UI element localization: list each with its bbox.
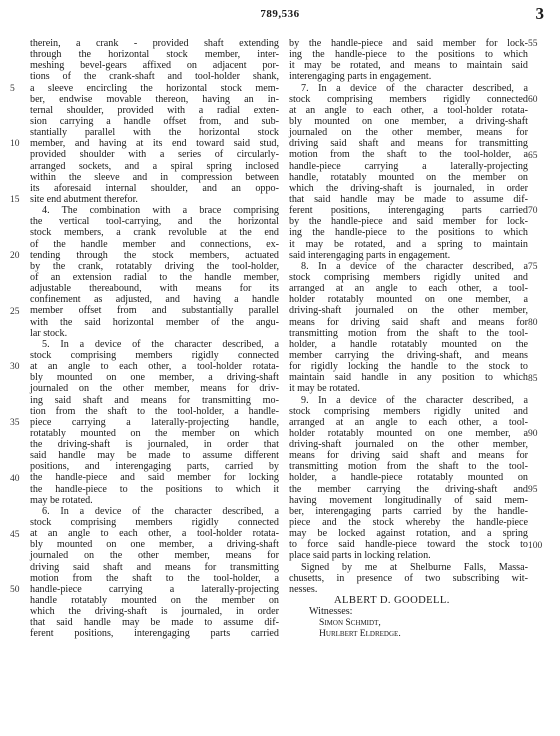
text-line: Witnesses: [309, 606, 353, 618]
text-line: it may be rotated, and a spring to maintain [289, 238, 528, 250]
text-line: maintain said handle in any position to which [289, 372, 528, 384]
text-line: lar stock. [30, 327, 68, 339]
text-line: rotatably mounted on the member on which [30, 427, 279, 439]
text-line: journaled on the other member, means for [289, 127, 528, 139]
text-line: within the sleeve and in compression between [30, 171, 279, 183]
text-line: member offset from and substantially parallel [30, 305, 279, 317]
text-line: means for driving said shaft and means for [289, 316, 528, 328]
text-line: motion from the shaft to the tool-holder, a [30, 572, 279, 584]
line-number: 85 [528, 373, 538, 384]
line-number: 30 [10, 362, 20, 373]
text-line: arranged at an angle to each other, a tool- [289, 416, 528, 428]
text-line: that said handle may be made to assume dif- [289, 193, 528, 205]
text-line: holder rotatably mounted on one member, a [289, 294, 528, 306]
sheet-number: 3 [535, 4, 544, 23]
text-line: with the said horizontal member of the angu- [30, 316, 279, 328]
text-line: 7. In a device of the character described, a [301, 82, 528, 94]
text-line: said handle may be made to assume different [30, 450, 279, 462]
text-line: 4. The combination with a brace comprising [42, 205, 279, 217]
text-line: driving-shaft journaled on the other member, [289, 439, 528, 451]
text-line: ALBERT D. GOODELL. [334, 595, 450, 607]
text-line: which the driving-shaft is journaled, in order [289, 182, 528, 194]
text-line: journaled on the other member, means for [30, 550, 279, 562]
text-line: site end abutment therefor. [30, 193, 138, 205]
text-line: the handle-piece to the positions to which it [30, 483, 279, 495]
text-line: for rigidly locking the handle to the stock to [289, 361, 528, 373]
text-line: confinement as adjusted, and having a handle [30, 294, 279, 306]
line-number: 20 [10, 250, 20, 261]
text-line: to force said handle-piece toward the stock to [289, 539, 528, 551]
text-line: holder, a handle-piece rotatably mounted on [289, 472, 528, 484]
text-line: tions of the crank-shaft and tool-holder shank, [30, 71, 279, 83]
text-line: interengaging parts in engagement. [289, 71, 432, 83]
text-line: therein, a crank - provided shaft extending [30, 38, 279, 49]
patent-number: 789,536 [260, 8, 300, 20]
line-number: 45 [10, 529, 20, 540]
text-line: holder rotatably mounted on one member, a [289, 427, 528, 439]
text-line: chusetts, in presence of two subscribing wit- [289, 572, 528, 584]
text-line: which the driving-shaft is journaled, in order [30, 606, 279, 618]
text-line: member, and having at its end toward said stud, [30, 138, 279, 150]
text-line: journaled on the other member, means for driv- [30, 383, 279, 395]
text-line: said interengaging parts in engagement. [289, 249, 451, 261]
text-line: its aforesaid internal shoulder, and an oppo- [30, 182, 279, 194]
line-number: 60 [528, 94, 538, 105]
line-number: 80 [528, 317, 538, 328]
text-line: that said handle may be made to assume dif- [30, 617, 279, 629]
line-number: 15 [10, 195, 20, 206]
text-line: ber, endwise movable thereon, having an in- [30, 93, 279, 105]
text-line: ber, interengaging parts carried by the handle- [289, 505, 528, 517]
text-line: arranged at an angle to each other, a tool- [289, 283, 528, 295]
text-line: may be rotated. [30, 494, 93, 506]
text-line: piece carrying a laterally-projecting handle, [30, 416, 279, 428]
text-line: ing the handle-piece to the positions to which [289, 227, 528, 239]
line-number: 35 [10, 418, 20, 429]
text-line: handle, rotatably mounted on the member on [289, 171, 528, 183]
text-line: driving said shaft and means for transmitting [289, 138, 528, 150]
text-line: stock comprising members rigidly united and [289, 405, 528, 417]
line-number: 75 [528, 262, 538, 272]
text-line: driving said shaft and means for transmitting [30, 561, 279, 573]
text-line: having movement longitudinally of said mem- [289, 494, 528, 506]
text-line: ternal shoulder, provided with a radial exten- [30, 104, 279, 116]
text-line: the vertical tool-carrying, and the horizontal [30, 216, 279, 228]
text-line: handle-piece carrying a laterally-projecting [289, 160, 528, 172]
text-line: Simon Schmidt, [319, 617, 381, 629]
text-line: a sleeve encircling the horizontal stock mem- [30, 82, 279, 94]
line-number: 5 [10, 83, 15, 94]
text-line: of an extension radial to the handle member, [30, 271, 279, 283]
text-line: through the horizontal stock member, inter- [30, 49, 279, 61]
text-line: at an angle to each other, a tool-holder rotata- [289, 104, 528, 116]
line-number: 55 [528, 39, 538, 49]
text-line: by the crank, rotatably driving the tool-holder, [30, 260, 279, 272]
right-text-column [289, 38, 528, 640]
text-line: stock members, a crank revoluble at the end [30, 227, 279, 239]
text-line: nesses. [289, 583, 318, 595]
line-number: 50 [10, 585, 20, 596]
text-line: member carrying the driving-shaft, and means [289, 349, 528, 361]
text-line: 5. In a device of the character described, a [42, 338, 279, 350]
text-line: bly mounted on one member, a driving-shaft [30, 539, 279, 551]
text-line: holder, a handle rotatably mounted on the [289, 338, 528, 350]
text-line: may be locked against rotation, and a spring [289, 528, 528, 540]
line-number: 40 [10, 473, 20, 484]
text-line: the driving-shaft is journaled, in order that [30, 439, 279, 451]
text-line: stock comprising members rigidly united and [289, 271, 528, 283]
line-number: 100 [528, 540, 543, 551]
text-line: Hurlbert Eldredge. [319, 628, 401, 640]
text-line: arranged sockets, and a spiral spring inclosed [30, 160, 279, 172]
text-line: 6. In a device of the character described, a [42, 505, 279, 517]
text-line: stantially parallel with the horizontal stock [30, 127, 279, 139]
line-number: 25 [10, 306, 20, 317]
text-line: 9. In a device of the character described, a [301, 394, 528, 406]
text-line: handle rotatably mounted on the member on [30, 595, 279, 607]
text-line: by the handle-piece and said member for lock- [289, 38, 528, 49]
text-line: provided shoulder with a series of circularly- [30, 149, 279, 161]
line-number: 95 [528, 485, 538, 495]
text-line: piece and the stock whereby the handle-piece [289, 517, 528, 529]
text-line: ing said shaft and means for transmitting mo- [30, 394, 279, 406]
text-line: at an angle to each other, a tool-holder rotata- [30, 528, 279, 540]
text-line: tion from the shaft to the tool-holder, a handle- [30, 405, 279, 417]
line-number: 70 [528, 206, 538, 217]
text-line: bly mounted on one member, a driving-shaft [289, 115, 528, 127]
text-line: by the handle-piece and said member for lock- [289, 216, 528, 228]
line-number: 65 [528, 150, 538, 161]
text-line: motion from the shaft to the tool-holder, a [289, 149, 528, 161]
text-line: the handle-piece and said member for locking [30, 472, 279, 484]
text-line: ing the handle-piece to the positions to which [289, 49, 528, 61]
line-number: 90 [528, 429, 538, 440]
text-line: ferent positions, interengaging parts carried [30, 628, 279, 640]
text-line: stock comprising members rigidly connected [30, 349, 279, 361]
text-line: transmitting motion from the shaft to the tool- [289, 327, 528, 339]
text-line: the member carrying the driving-shaft and [289, 483, 528, 495]
text-line: handle-piece carrying a laterally-projecting [30, 583, 279, 595]
text-line: bly mounted on one member, a driving-shaft [30, 372, 279, 384]
text-line: at an angle to each other, a tool-holder rotata- [30, 361, 279, 373]
text-line: adjustable thereabound, with means for its [30, 283, 279, 295]
text-line: transmitting motion from the shaft to the tool- [289, 461, 528, 473]
text-line: stock comprising members rigidly connected [289, 93, 528, 105]
text-line: meshing bevel-gears affixed on adjacent por- [30, 60, 279, 72]
text-line: 8. In a device of the character described, a [301, 260, 528, 272]
text-line: sion carrying a handle offset from, and sub- [30, 115, 279, 127]
left-text-column [30, 38, 279, 640]
text-line: ferent positions, interengaging parts carried [289, 205, 528, 217]
text-line: driving-shaft journaled on the other member, [289, 305, 528, 317]
text-line: it may be rotated, and means to maintain said [289, 60, 528, 72]
text-line: Signed by me at Shelburne Falls, Massa- [301, 561, 528, 573]
text-line: place said parts in locking relation. [289, 550, 431, 562]
text-line: tending through the stock members, actuated [30, 249, 279, 261]
text-line: of the handle member and connections, ex- [30, 238, 279, 250]
text-line: means for driving said shaft and means for [289, 450, 528, 462]
text-line: it may be rotated. [289, 383, 360, 395]
text-line: positions, and interengaging parts, carried by [30, 461, 279, 473]
text-line: stock comprising members rigidly connected [30, 517, 279, 529]
line-number: 10 [10, 139, 20, 150]
